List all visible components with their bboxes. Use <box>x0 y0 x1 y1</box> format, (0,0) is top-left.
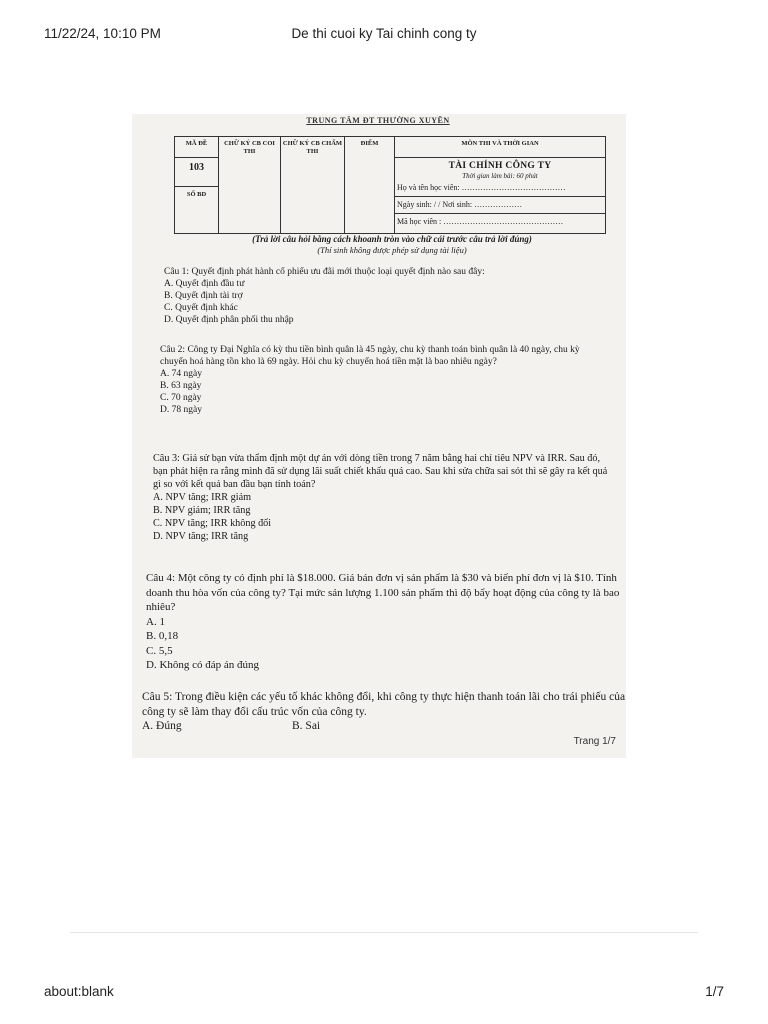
answer-option: A. Đúng <box>142 720 182 732</box>
exam-code: 103 <box>189 162 204 173</box>
student-id-field: Mã học viên : ……………………………………… <box>395 213 605 230</box>
answer-option: C. 5,5 <box>146 644 173 657</box>
answer-option: B. Sai <box>292 720 321 732</box>
answer-option: B. NPV giảm; IRR tăng <box>153 505 251 516</box>
question-5 <box>142 690 626 735</box>
col-diem: ĐIỂM <box>360 140 379 147</box>
print-document-title: De thi cuoi ky Tai chinh cong ty <box>291 26 477 41</box>
page-divider <box>70 932 698 933</box>
question-1 <box>164 266 594 326</box>
exam-duration: Thời gian làm bài: 60 phút <box>462 172 538 180</box>
question-4 <box>146 571 624 673</box>
answer-instruction: (Trả lời câu hỏi bằng cách khoanh tròn vào chữ cái trước câu trả lời đúng) <box>252 234 532 244</box>
question-stem: Câu 1: Quyết định phát hành cổ phiếu ưu đãi mới thuộc loại quyết định nào sau đây: <box>164 267 485 277</box>
print-page-count: 1/7 <box>705 984 724 999</box>
print-url: about:blank <box>44 984 114 999</box>
question-stem: Câu 3: Giả sử bạn vừa thẩm định một dự án với dòng tiền trong 7 năm bằng hai chỉ tiêu NPV và IRR. Sau đó, bạn phát hiện ra rằng mình đã sử dụng lãi suất chiết khấu quá cao. Sau khi sửa chữa sai sót thì sẽ gây ra kết quả gì so với kết quả ban đầu bạn tính toán? <box>153 453 608 490</box>
answer-option: B. 0,18 <box>146 630 179 642</box>
col-ma-de: MÃ ĐỀ <box>185 140 208 147</box>
answer-option: B. Quyết định tài trợ <box>164 291 243 301</box>
answer-option: A. 1 <box>146 615 165 628</box>
answer-option: A. 74 ngày <box>160 369 202 379</box>
answer-option: A. Quyết định đầu tư <box>164 279 245 289</box>
no-materials-note: (Thí sinh không được phép sử dụng tài liệu) <box>317 245 467 255</box>
answer-option: D. NPV tăng; IRR tăng <box>153 531 249 542</box>
question-3 <box>153 452 613 543</box>
scanned-exam-page <box>132 114 626 758</box>
subject-name: TÀI CHÍNH CÔNG TY <box>448 161 552 171</box>
answer-option: D. Không có đáp án đúng <box>146 659 260 671</box>
col-cb-cham-thi: CHỮ KÝ CB CHẤM THI <box>282 140 343 155</box>
question-stem: Câu 2: Công ty Đại Nghĩa có kỳ thu tiền bình quân là 45 ngày, chu kỳ thanh toán bình quân là 40 ngày, chu kỳ chuyển hoá hàng tồn kho là 69 ngày. Hỏi chu kỳ chuyển hoá tiền mặt là bao nhiêu ngày? <box>160 345 580 367</box>
question-stem: Câu 4: Một công ty có định phí là $18.000. Giá bán đơn vị sản phẩm là $30 và biến phí đơn vị là $10. Tính doanh thu hòa vốn của công ty? Tại mức sản lượng 1.100 sản phẩm thì độ bẩy hoạt động của công ty là bao nhiêu? <box>146 572 620 613</box>
answer-option: D. Quyết định phân phối thu nhập <box>164 315 294 325</box>
question-2 <box>160 344 605 416</box>
exam-center-header: TRUNG TÂM ĐT THƯỜNG XUYÊN <box>306 116 450 125</box>
answer-option: A. NPV tăng; IRR giảm <box>153 492 252 503</box>
answer-option: C. 70 ngày <box>160 393 202 403</box>
student-dob-field: Ngày sinh: / / Nơi sinh: ……………… <box>395 196 605 213</box>
col-cb-coi-thi: CHỮ KÝ CB COI THI <box>224 140 275 155</box>
question-stem: Câu 5: Trong điều kiện các yếu tố khác không đổi, khi công ty thực hiện thanh toán lãi cho trái phiếu của công ty sẽ làm thay đổi cấu trúc vốn của công ty. <box>142 691 626 718</box>
col-mon-thi: MÔN THI VÀ THỜI GIAN <box>461 140 539 147</box>
student-name-field: Họ và tên học viên: ………………………………… <box>397 183 566 192</box>
answer-option: D. 78 ngày <box>160 405 202 415</box>
answer-option: C. Quyết định khác <box>164 303 238 313</box>
so-bao-danh: SỐ BD <box>186 191 207 198</box>
answer-option: B. 63 ngày <box>160 381 202 391</box>
answer-option: C. NPV tăng; IRR không đổi <box>153 518 272 529</box>
exam-page-number: Trang 1/7 <box>573 736 616 747</box>
print-datetime: 11/22/24, 10:10 PM <box>44 26 161 41</box>
exam-header-table <box>174 136 606 234</box>
